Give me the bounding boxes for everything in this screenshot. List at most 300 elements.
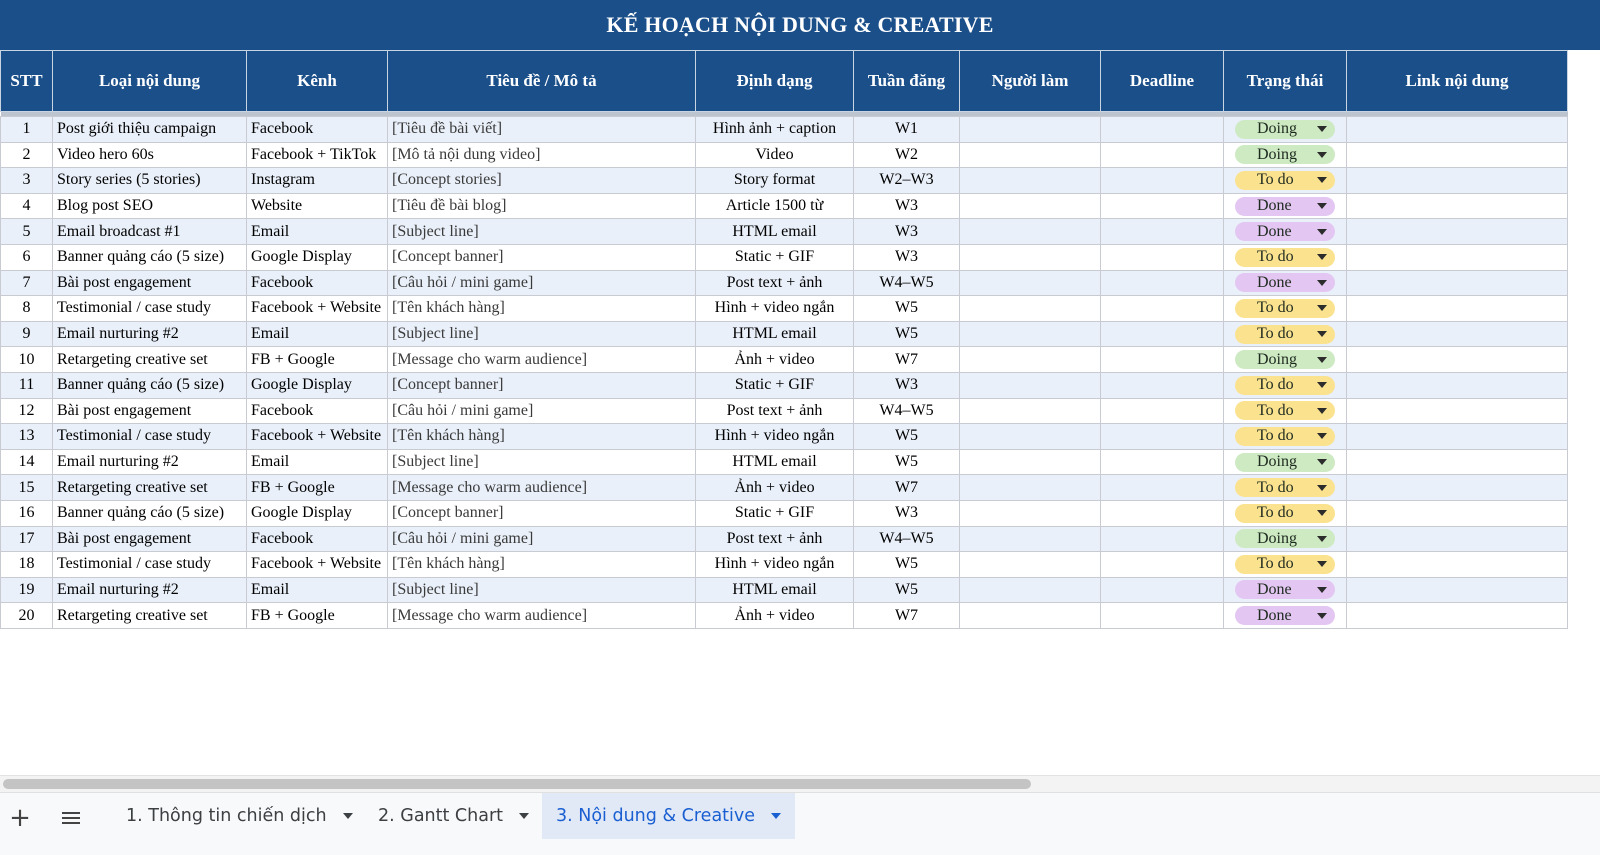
table-row <box>1 526 1568 552</box>
col-header-content-type[interactable]: Loại nội dung <box>53 51 247 112</box>
plus-icon[interactable]: + <box>9 803 31 833</box>
cell-content-type[interactable]: Email nurturing #2 <box>53 449 247 475</box>
cell-channel[interactable]: FB + Google <box>247 603 388 629</box>
table-row <box>1 168 1568 194</box>
chevron-down-icon[interactable] <box>771 813 781 819</box>
cell-status[interactable] <box>1224 500 1347 526</box>
cell-content-type[interactable]: Banner quảng cáo (5 size) <box>53 372 247 398</box>
col-header-title-description[interactable]: Tiêu đề / Mô tả <box>388 51 696 112</box>
status-label: Done <box>1257 580 1292 598</box>
col-header-deadline[interactable]: Deadline <box>1101 51 1224 112</box>
cell-content-type[interactable]: Post giới thiệu campaign <box>53 117 247 143</box>
table-row <box>1 219 1568 245</box>
cell-channel[interactable]: Google Display <box>247 372 388 398</box>
cell-title-description[interactable]: [Tên khách hàng] <box>388 552 696 578</box>
cell-channel[interactable]: Facebook + Website <box>247 424 388 450</box>
cell-publish-week[interactable]: W3 <box>854 500 960 526</box>
status-label: Done <box>1257 222 1292 240</box>
cell-status[interactable] <box>1224 475 1347 501</box>
status-label: To do <box>1257 376 1294 394</box>
chevron-down-icon[interactable] <box>1317 203 1327 209</box>
status-label: Done <box>1257 606 1292 624</box>
chevron-down-icon[interactable] <box>1317 510 1327 516</box>
cell-publish-week[interactable]: W3 <box>854 244 960 270</box>
cell-deadline[interactable] <box>1101 372 1224 398</box>
cell-content-type[interactable]: Banner quảng cáo (5 size) <box>53 244 247 270</box>
cell-deadline[interactable] <box>1101 193 1224 219</box>
chevron-down-icon[interactable] <box>519 813 529 819</box>
status-dropdown-chip[interactable] <box>1235 555 1335 574</box>
horizontal-scrollbar[interactable] <box>0 775 1600 792</box>
cell-content-link[interactable] <box>1347 398 1568 424</box>
cell-content-link[interactable] <box>1347 270 1568 296</box>
cell-owner[interactable] <box>960 193 1101 219</box>
cell-owner[interactable] <box>960 244 1101 270</box>
cell-stt[interactable]: 5 <box>1 219 53 245</box>
status-dropdown-chip[interactable] <box>1235 606 1335 625</box>
cell-channel[interactable]: FB + Google <box>247 347 388 373</box>
cell-stt[interactable]: 2 <box>1 142 53 168</box>
cell-format[interactable]: Post text + ảnh <box>696 270 854 296</box>
cell-content-link[interactable] <box>1347 219 1568 245</box>
cell-deadline[interactable] <box>1101 449 1224 475</box>
cell-content-link[interactable] <box>1347 603 1568 629</box>
status-dropdown-chip[interactable] <box>1235 197 1335 216</box>
cell-title-description[interactable]: [Concept banner] <box>388 372 696 398</box>
cell-owner[interactable] <box>960 577 1101 603</box>
cell-publish-week[interactable]: W4–W5 <box>854 270 960 296</box>
tab-gantt-chart[interactable] <box>378 793 543 839</box>
cell-channel[interactable]: Instagram <box>247 168 388 194</box>
cell-title-description[interactable]: [Concept banner] <box>388 244 696 270</box>
status-dropdown-chip[interactable] <box>1235 401 1335 420</box>
cell-status[interactable] <box>1224 244 1347 270</box>
cell-owner[interactable] <box>960 526 1101 552</box>
cell-channel[interactable]: FB + Google <box>247 475 388 501</box>
cell-publish-week[interactable]: W3 <box>854 219 960 245</box>
sheet-title[interactable]: KẾ HOẠCH NỘI DUNG & CREATIVE <box>0 0 1600 50</box>
cell-owner[interactable] <box>960 603 1101 629</box>
scrollbar-thumb[interactable] <box>3 779 1031 789</box>
cell-owner[interactable] <box>960 552 1101 578</box>
cell-content-type[interactable]: Testimonial / case study <box>53 424 247 450</box>
cell-stt[interactable]: 1 <box>1 117 53 143</box>
cell-deadline[interactable] <box>1101 398 1224 424</box>
cell-status[interactable] <box>1224 603 1347 629</box>
cell-channel[interactable]: Facebook + TikTok <box>247 142 388 168</box>
status-dropdown-chip[interactable] <box>1235 478 1335 497</box>
cell-stt[interactable]: 18 <box>1 552 53 578</box>
chevron-down-icon[interactable] <box>1317 561 1327 567</box>
col-header-status[interactable]: Trạng thái <box>1224 51 1347 112</box>
col-header-owner[interactable]: Người làm <box>960 51 1101 112</box>
cell-content-link[interactable] <box>1347 142 1568 168</box>
cell-stt[interactable]: 7 <box>1 270 53 296</box>
status-dropdown-chip[interactable] <box>1235 325 1335 344</box>
status-label: Doing <box>1257 529 1297 547</box>
cell-title-description[interactable]: [Message cho warm audience] <box>388 475 696 501</box>
cell-deadline[interactable] <box>1101 347 1224 373</box>
cell-status[interactable] <box>1224 219 1347 245</box>
chevron-down-icon[interactable] <box>1317 152 1327 158</box>
cell-format[interactable]: HTML email <box>696 577 854 603</box>
cell-title-description[interactable]: [Subject line] <box>388 321 696 347</box>
cell-title-description[interactable]: [Subject line] <box>388 219 696 245</box>
cell-publish-week[interactable]: W4–W5 <box>854 526 960 552</box>
cell-content-link[interactable] <box>1347 244 1568 270</box>
cell-content-type[interactable]: Retargeting creative set <box>53 475 247 501</box>
cell-stt[interactable]: 17 <box>1 526 53 552</box>
status-dropdown-chip[interactable] <box>1235 273 1335 292</box>
cell-stt[interactable]: 10 <box>1 347 53 373</box>
chevron-down-icon[interactable] <box>343 813 353 819</box>
chevron-down-icon[interactable] <box>1317 331 1327 337</box>
cell-deadline[interactable] <box>1101 321 1224 347</box>
status-dropdown-chip[interactable] <box>1235 504 1335 523</box>
cell-content-link[interactable] <box>1347 552 1568 578</box>
status-label: Doing <box>1257 145 1297 163</box>
col-header-content-link[interactable]: Link nội dung <box>1347 51 1568 112</box>
cell-channel[interactable]: Email <box>247 219 388 245</box>
cell-status[interactable] <box>1224 168 1347 194</box>
cell-format[interactable]: Hình + video ngắn <box>696 296 854 322</box>
cell-format[interactable]: Hình + video ngắn <box>696 424 854 450</box>
cell-stt[interactable]: 16 <box>1 500 53 526</box>
status-label: To do <box>1257 427 1294 445</box>
cell-stt[interactable]: 19 <box>1 577 53 603</box>
cell-deadline[interactable] <box>1101 244 1224 270</box>
cell-channel[interactable]: Email <box>247 449 388 475</box>
table-row <box>1 193 1568 219</box>
cell-title-description[interactable]: [Tên khách hàng] <box>388 424 696 450</box>
cell-status[interactable] <box>1224 193 1347 219</box>
cell-status[interactable] <box>1224 321 1347 347</box>
cell-content-type[interactable]: Banner quảng cáo (5 size) <box>53 500 247 526</box>
cell-status[interactable] <box>1224 347 1347 373</box>
cell-deadline[interactable] <box>1101 117 1224 143</box>
cell-title-description[interactable]: [Concept banner] <box>388 500 696 526</box>
cell-owner[interactable] <box>960 117 1101 143</box>
cell-channel[interactable]: Website <box>247 193 388 219</box>
cell-title-description[interactable]: [Concept stories] <box>388 168 696 194</box>
status-dropdown-chip[interactable] <box>1235 529 1335 548</box>
cell-owner[interactable] <box>960 347 1101 373</box>
cell-stt[interactable]: 14 <box>1 449 53 475</box>
cell-owner[interactable] <box>960 475 1101 501</box>
cell-owner[interactable] <box>960 142 1101 168</box>
chevron-down-icon[interactable] <box>1317 357 1327 363</box>
chevron-down-icon[interactable] <box>1317 536 1327 542</box>
status-dropdown-chip[interactable] <box>1235 171 1335 190</box>
cell-format[interactable]: Post text + ảnh <box>696 526 854 552</box>
cell-content-type[interactable]: Bài post engagement <box>53 398 247 424</box>
table-row <box>1 117 1568 143</box>
cell-deadline[interactable] <box>1101 219 1224 245</box>
cell-status[interactable] <box>1224 449 1347 475</box>
cell-title-description[interactable]: [Câu hỏi / mini game] <box>388 398 696 424</box>
status-dropdown-chip[interactable] <box>1235 222 1335 241</box>
table-row <box>1 603 1568 629</box>
cell-deadline[interactable] <box>1101 552 1224 578</box>
cell-stt[interactable]: 8 <box>1 296 53 322</box>
cell-owner[interactable] <box>960 219 1101 245</box>
cell-title-description[interactable]: [Subject line] <box>388 449 696 475</box>
cell-stt[interactable]: 13 <box>1 424 53 450</box>
cell-format[interactable]: Ảnh + video <box>696 475 854 501</box>
cell-title-description[interactable]: [Message cho warm audience] <box>388 347 696 373</box>
cell-deadline[interactable] <box>1101 424 1224 450</box>
cell-publish-week[interactable]: W7 <box>854 603 960 629</box>
chevron-down-icon[interactable] <box>1317 587 1327 593</box>
cell-status[interactable] <box>1224 424 1347 450</box>
hamburger-menu-icon[interactable] <box>54 793 88 843</box>
status-label: To do <box>1257 504 1294 522</box>
chevron-down-icon[interactable] <box>1317 613 1327 619</box>
status-dropdown-chip[interactable] <box>1235 580 1335 599</box>
cell-format[interactable]: HTML email <box>696 219 854 245</box>
tab-campaign-info[interactable] <box>126 793 367 839</box>
table-row <box>1 244 1568 270</box>
cell-publish-week[interactable]: W7 <box>854 475 960 501</box>
cell-format[interactable]: Video <box>696 142 854 168</box>
cell-content-type[interactable]: Email nurturing #2 <box>53 577 247 603</box>
table-row <box>1 372 1568 398</box>
status-dropdown-chip[interactable] <box>1235 299 1335 318</box>
chevron-down-icon[interactable] <box>1317 408 1327 414</box>
cell-content-link[interactable] <box>1347 449 1568 475</box>
cell-publish-week[interactable]: W7 <box>854 347 960 373</box>
header-row <box>1 51 1568 112</box>
chevron-down-icon[interactable] <box>1317 459 1327 465</box>
cell-content-type[interactable]: Testimonial / case study <box>53 552 247 578</box>
cell-channel[interactable]: Facebook <box>247 398 388 424</box>
status-label: To do <box>1257 325 1294 343</box>
chevron-down-icon[interactable] <box>1317 382 1327 388</box>
cell-content-type[interactable]: Retargeting creative set <box>53 603 247 629</box>
cell-stt[interactable]: 11 <box>1 372 53 398</box>
cell-channel[interactable]: Google Display <box>247 500 388 526</box>
cell-content-link[interactable] <box>1347 117 1568 143</box>
status-dropdown-chip[interactable] <box>1235 453 1335 472</box>
cell-title-description[interactable]: [Tiêu đề bài viết] <box>388 117 696 143</box>
status-label: To do <box>1257 248 1294 266</box>
cell-content-link[interactable] <box>1347 193 1568 219</box>
cell-status[interactable] <box>1224 296 1347 322</box>
table-row <box>1 270 1568 296</box>
cell-deadline[interactable] <box>1101 475 1224 501</box>
cell-owner[interactable] <box>960 449 1101 475</box>
cell-owner[interactable] <box>960 500 1101 526</box>
cell-format[interactable]: Post text + ảnh <box>696 398 854 424</box>
cell-content-type[interactable]: Bài post engagement <box>53 270 247 296</box>
cell-status[interactable] <box>1224 577 1347 603</box>
cell-content-type[interactable]: Email nurturing #2 <box>53 321 247 347</box>
cell-content-link[interactable] <box>1347 526 1568 552</box>
cell-format[interactable]: HTML email <box>696 321 854 347</box>
cell-owner[interactable] <box>960 270 1101 296</box>
table-row <box>1 347 1568 373</box>
cell-stt[interactable]: 6 <box>1 244 53 270</box>
cell-title-description[interactable]: [Subject line] <box>388 577 696 603</box>
cell-publish-week[interactable]: W1 <box>854 117 960 143</box>
cell-status[interactable] <box>1224 526 1347 552</box>
col-header-stt[interactable]: STT <box>1 51 53 112</box>
cell-format[interactable]: Static + GIF <box>696 372 854 398</box>
cell-content-link[interactable] <box>1347 347 1568 373</box>
cell-stt[interactable]: 3 <box>1 168 53 194</box>
chevron-down-icon[interactable] <box>1317 229 1327 235</box>
chevron-down-icon[interactable] <box>1317 126 1327 132</box>
cell-status[interactable] <box>1224 398 1347 424</box>
cell-stt[interactable]: 20 <box>1 603 53 629</box>
cell-title-description[interactable]: [Mô tả nội dung video] <box>388 142 696 168</box>
cell-deadline[interactable] <box>1101 500 1224 526</box>
cell-status[interactable] <box>1224 117 1347 143</box>
cell-title-description[interactable]: [Message cho warm audience] <box>388 603 696 629</box>
cell-stt[interactable]: 4 <box>1 193 53 219</box>
cell-deadline[interactable] <box>1101 577 1224 603</box>
cell-title-description[interactable]: [Câu hỏi / mini game] <box>388 526 696 552</box>
chevron-down-icon[interactable] <box>1317 254 1327 260</box>
chevron-down-icon[interactable] <box>1317 433 1327 439</box>
cell-channel[interactable]: Facebook <box>247 526 388 552</box>
cell-deadline[interactable] <box>1101 168 1224 194</box>
cell-content-link[interactable] <box>1347 500 1568 526</box>
chevron-down-icon[interactable] <box>1317 177 1327 183</box>
chevron-down-icon[interactable] <box>1317 280 1327 286</box>
cell-status[interactable] <box>1224 142 1347 168</box>
cell-status[interactable] <box>1224 552 1347 578</box>
cell-publish-week[interactable]: W5 <box>854 552 960 578</box>
cell-channel[interactable]: Email <box>247 577 388 603</box>
cell-status[interactable] <box>1224 372 1347 398</box>
cell-channel[interactable]: Email <box>247 321 388 347</box>
status-dropdown-chip[interactable] <box>1235 376 1335 395</box>
cell-stt[interactable]: 9 <box>1 321 53 347</box>
cell-content-type[interactable]: Bài post engagement <box>53 526 247 552</box>
cell-stt[interactable]: 15 <box>1 475 53 501</box>
cell-deadline[interactable] <box>1101 142 1224 168</box>
cell-publish-week[interactable]: W2 <box>854 142 960 168</box>
status-label: To do <box>1257 401 1294 419</box>
cell-content-type[interactable]: Testimonial / case study <box>53 296 247 322</box>
cell-channel[interactable]: Facebook + Website <box>247 296 388 322</box>
col-header-publish-week[interactable]: Tuần đăng <box>854 51 960 112</box>
cell-deadline[interactable] <box>1101 526 1224 552</box>
cell-format[interactable]: Ảnh + video <box>696 347 854 373</box>
cell-channel[interactable]: Facebook <box>247 117 388 143</box>
table-row <box>1 142 1568 168</box>
cell-publish-week[interactable]: W4–W5 <box>854 398 960 424</box>
cell-owner[interactable] <box>960 168 1101 194</box>
tab-label: 3. Nội dung & Creative <box>556 806 756 826</box>
status-dropdown-chip[interactable] <box>1235 248 1335 267</box>
status-label: Doing <box>1257 120 1297 138</box>
cell-format[interactable]: Static + GIF <box>696 500 854 526</box>
cell-content-type[interactable]: Story series (5 stories) <box>53 168 247 194</box>
cell-publish-week[interactable]: W5 <box>854 321 960 347</box>
cell-deadline[interactable] <box>1101 296 1224 322</box>
status-label: Doing <box>1257 350 1297 368</box>
cell-format[interactable]: Ảnh + video <box>696 603 854 629</box>
status-dropdown-chip[interactable] <box>1235 427 1335 446</box>
cell-channel[interactable]: Facebook <box>247 270 388 296</box>
cell-content-link[interactable] <box>1347 372 1568 398</box>
sheet-tab-bar <box>0 792 1600 855</box>
cell-publish-week[interactable]: W5 <box>854 424 960 450</box>
chevron-down-icon[interactable] <box>1317 485 1327 491</box>
status-dropdown-chip[interactable] <box>1235 350 1335 369</box>
chevron-down-icon[interactable] <box>1317 305 1327 311</box>
cell-format[interactable]: Static + GIF <box>696 244 854 270</box>
cell-format[interactable]: Hình ảnh + caption <box>696 117 854 143</box>
cell-content-type[interactable]: Retargeting creative set <box>53 347 247 373</box>
cell-format[interactable]: Story format <box>696 168 854 194</box>
cell-owner[interactable] <box>960 296 1101 322</box>
cell-content-link[interactable] <box>1347 424 1568 450</box>
status-label: Done <box>1257 273 1292 291</box>
table-row <box>1 424 1568 450</box>
cell-owner[interactable] <box>960 321 1101 347</box>
cell-publish-week[interactable]: W3 <box>854 372 960 398</box>
cell-content-link[interactable] <box>1347 296 1568 322</box>
cell-content-type[interactable]: Video hero 60s <box>53 142 247 168</box>
cell-content-type[interactable]: Blog post SEO <box>53 193 247 219</box>
cell-owner[interactable] <box>960 372 1101 398</box>
cell-title-description[interactable]: [Tiêu đề bài blog] <box>388 193 696 219</box>
table-row <box>1 577 1568 603</box>
table-row <box>1 500 1568 526</box>
cell-content-link[interactable] <box>1347 321 1568 347</box>
cell-content-link[interactable] <box>1347 475 1568 501</box>
status-label: To do <box>1257 299 1294 317</box>
cell-format[interactable]: Hình + video ngắn <box>696 552 854 578</box>
table-row <box>1 296 1568 322</box>
cell-content-link[interactable] <box>1347 577 1568 603</box>
cell-content-type[interactable]: Email broadcast #1 <box>53 219 247 245</box>
status-dropdown-chip[interactable] <box>1235 145 1335 164</box>
cell-publish-week[interactable]: W2–W3 <box>854 168 960 194</box>
status-label: Done <box>1257 197 1292 215</box>
cell-publish-week[interactable]: W5 <box>854 449 960 475</box>
cell-title-description[interactable]: [Câu hỏi / mini game] <box>388 270 696 296</box>
status-label: To do <box>1257 478 1294 496</box>
cell-publish-week[interactable]: W5 <box>854 577 960 603</box>
cell-owner[interactable] <box>960 398 1101 424</box>
status-dropdown-chip[interactable] <box>1235 120 1335 139</box>
cell-publish-week[interactable]: W3 <box>854 193 960 219</box>
cell-publish-week[interactable]: W5 <box>854 296 960 322</box>
status-label: To do <box>1257 555 1294 573</box>
cell-channel[interactable]: Facebook + Website <box>247 552 388 578</box>
table-row <box>1 321 1568 347</box>
table-row <box>1 475 1568 501</box>
cell-format[interactable]: HTML email <box>696 449 854 475</box>
cell-deadline[interactable] <box>1101 270 1224 296</box>
cell-title-description[interactable]: [Tên khách hàng] <box>388 296 696 322</box>
cell-format[interactable]: Article 1500 từ <box>696 193 854 219</box>
tab-content-creative[interactable] <box>542 793 795 839</box>
table-row <box>1 449 1568 475</box>
cell-owner[interactable] <box>960 424 1101 450</box>
cell-status[interactable] <box>1224 270 1347 296</box>
cell-stt[interactable]: 12 <box>1 398 53 424</box>
col-header-format[interactable]: Định dạng <box>696 51 854 112</box>
cell-channel[interactable]: Google Display <box>247 244 388 270</box>
col-header-channel[interactable]: Kênh <box>247 51 388 112</box>
cell-content-link[interactable] <box>1347 168 1568 194</box>
cell-deadline[interactable] <box>1101 603 1224 629</box>
